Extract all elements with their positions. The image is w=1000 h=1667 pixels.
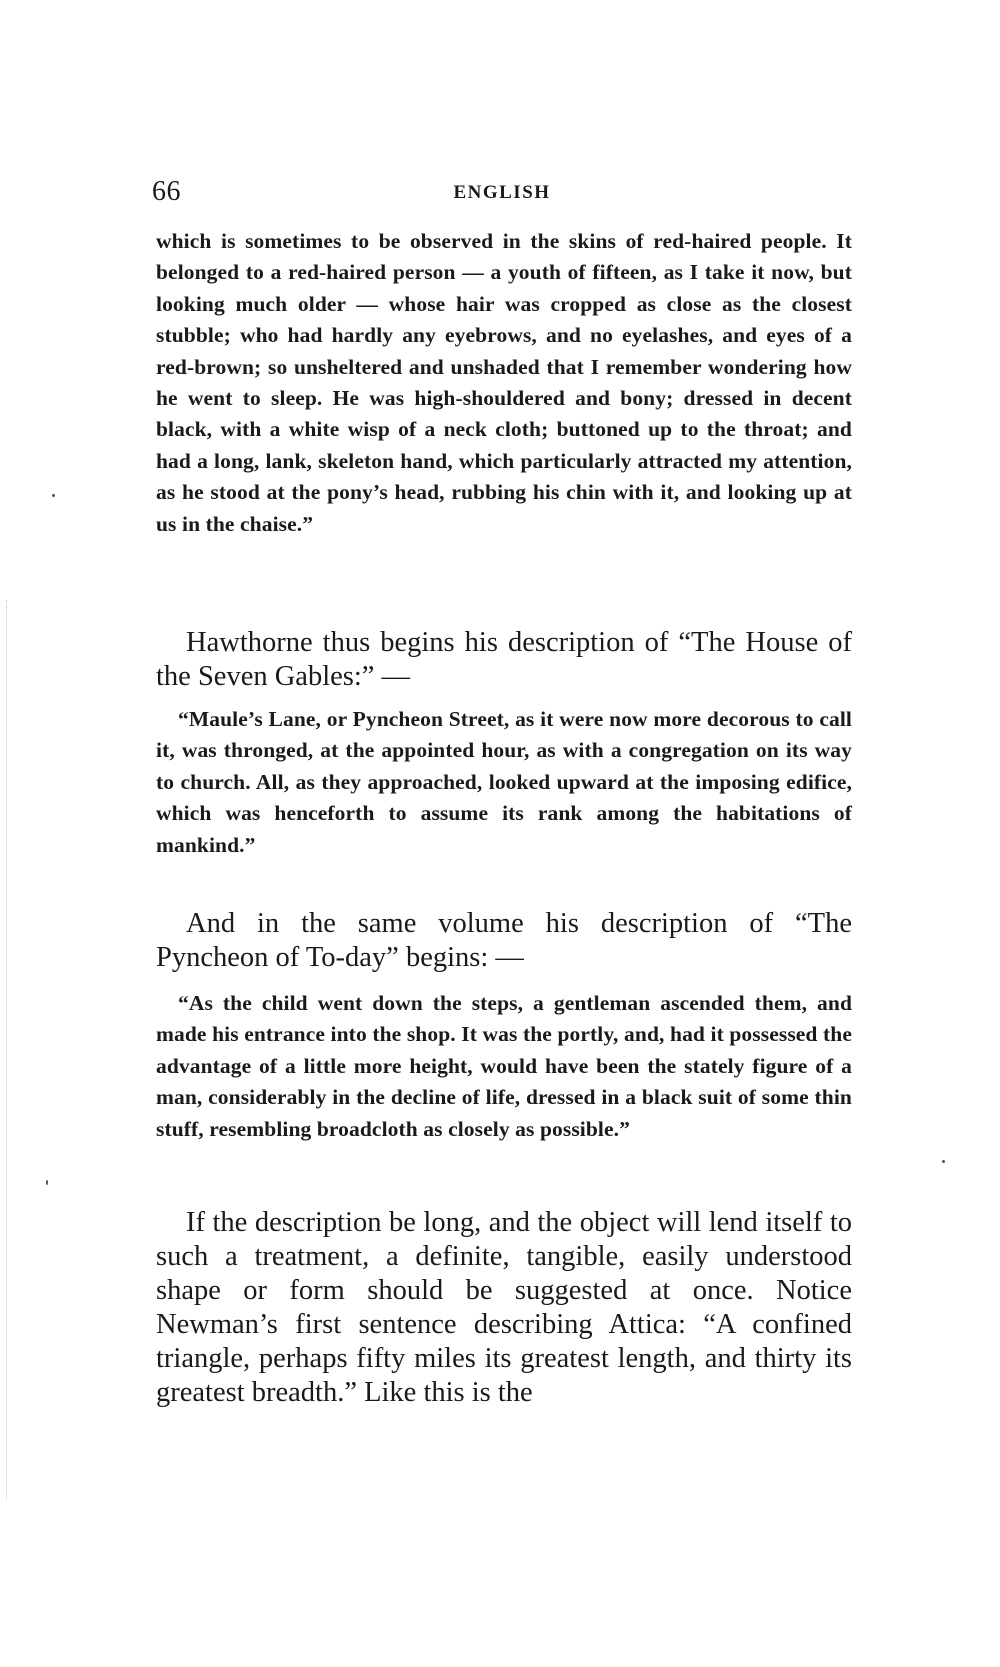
body-paragraph-pyncheon-intro: And in the same volume his description of “The Pyncheon of To-day” begins: — [156, 908, 852, 973]
margin-scan-artifact [6, 600, 9, 1500]
running-title: ENGLISH [453, 182, 551, 203]
body-paragraph-description-advice: If the description be long, and the object will lend itself to such a treatment, a definite, tangible, easily understood shape or form should be suggested at once. Notice Newman’s first sentence describing Attica: “A confined triangle, perhaps fifty miles its greatest length, and thirty its greatest breadth.” Like this is the [156, 1207, 852, 1408]
running-head [152, 176, 852, 206]
quoted-extract-dickens: which is sometimes to be observed in the skins of red-haired people. It belonged to a red-haired person — a youth of fifteen, as I take it now, but looking much older — whose hair was cropped as close as the closest stubble; who had hardly any eyebrows, and no eyelashes, and eyes of a red-brown; so unsheltered and unshaded that I remember wondering how he went to sleep. He was high-shouldered and bony; dressed in decent black, with a white wisp of a neck cloth; buttoned up to the throat; and had a long, lank, skeleton hand, which particularly attracted my attention, as he stood at the pony’s head, rubbing his chin with it, and looking up at us in the chaise.” [156, 229, 852, 536]
scan-speck [52, 494, 55, 497]
scan-speck [46, 1180, 48, 1185]
page-number: 66 [152, 176, 181, 207]
quoted-extract-seven-gables: “Maule’s Lane, or Pyncheon Street, as it were now more decorous to call it, was thronged, at the appointed hour, as with a congregation on its way to church. All, as they approached, looked upward at the imposing edifice, which was henceforth to assume its rank among the habitations of mankind.” [156, 707, 852, 857]
body-paragraph-hawthorne-intro: Hawthorne thus begins his description of “The House of the Seven Gables:” — [156, 627, 852, 692]
quoted-extract-pyncheon: “As the child went down the steps, a gentleman ascended them, and made his entrance into the shop. It was the portly, and, had it possessed the advantage of a little more height, would have been the stately figure of a man, considerably in the decline of life, dressed in a black suit of some thin stuff, resembling broadcloth as closely as possible.” [156, 991, 852, 1141]
scan-speck [942, 1160, 945, 1163]
